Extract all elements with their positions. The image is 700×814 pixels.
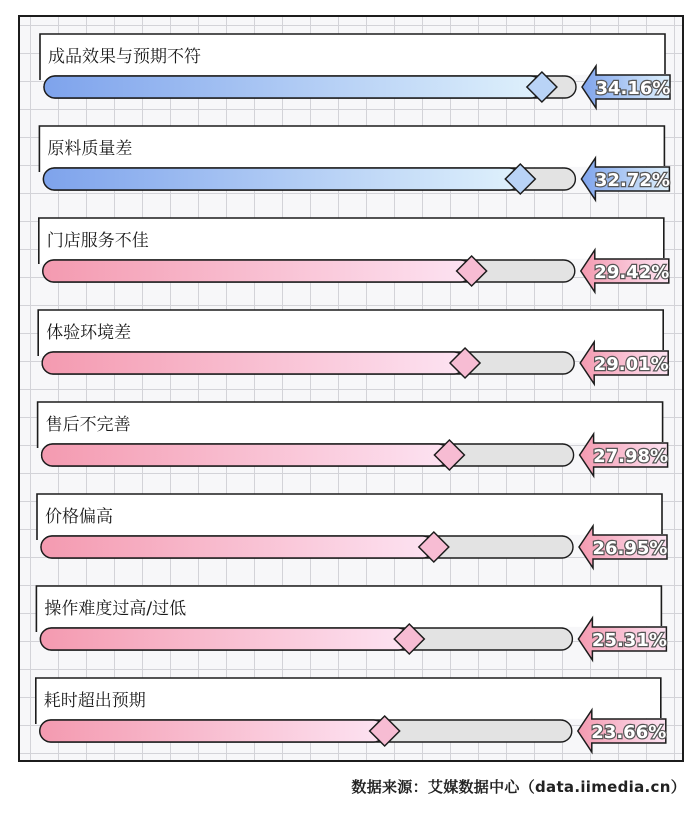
bar-fill (44, 76, 542, 98)
chart-row (38, 310, 668, 384)
value-label: 23.66% (591, 722, 667, 743)
category-label: 操作难度过高/过低 (44, 599, 187, 619)
chart-row (39, 126, 669, 200)
value-label: 25.31% (591, 630, 667, 651)
value-label: 34.16% (595, 78, 671, 99)
category-label: 体验环境差 (46, 323, 132, 343)
value-label: 29.01% (593, 354, 669, 375)
bar-fill (43, 260, 472, 282)
label-box (38, 402, 663, 448)
chart-frame (18, 15, 684, 762)
bar-fill (40, 628, 409, 650)
category-label: 售后不完善 (45, 415, 131, 435)
value-label: 27.98% (593, 446, 669, 467)
category-label: 门店服务不佳 (46, 231, 149, 251)
bar-chart (20, 17, 682, 760)
value-label: 32.72% (594, 170, 670, 191)
chart-row (39, 218, 669, 292)
chart-row (37, 494, 667, 568)
bar-fill (43, 168, 520, 190)
chart-row (38, 402, 668, 476)
category-label: 成品效果与预期不符 (48, 47, 201, 67)
bar-fill (42, 352, 465, 374)
bar-fill (40, 720, 385, 742)
label-box (39, 126, 664, 172)
chart-row (36, 678, 666, 752)
label-box (37, 494, 662, 540)
chart-row (36, 586, 666, 660)
chart-row (40, 34, 670, 108)
value-label: 26.95% (592, 538, 668, 559)
category-label: 耗时超出预期 (43, 691, 146, 711)
source-note: 数据来源：艾媒数据中心（data.iimedia.cn） (351, 778, 686, 796)
category-label: 原料质量差 (47, 139, 133, 159)
bar-fill (41, 536, 434, 558)
bar-fill (42, 444, 450, 466)
label-box (38, 310, 663, 356)
value-label: 29.42% (594, 262, 670, 283)
category-label: 价格偏高 (45, 507, 113, 527)
